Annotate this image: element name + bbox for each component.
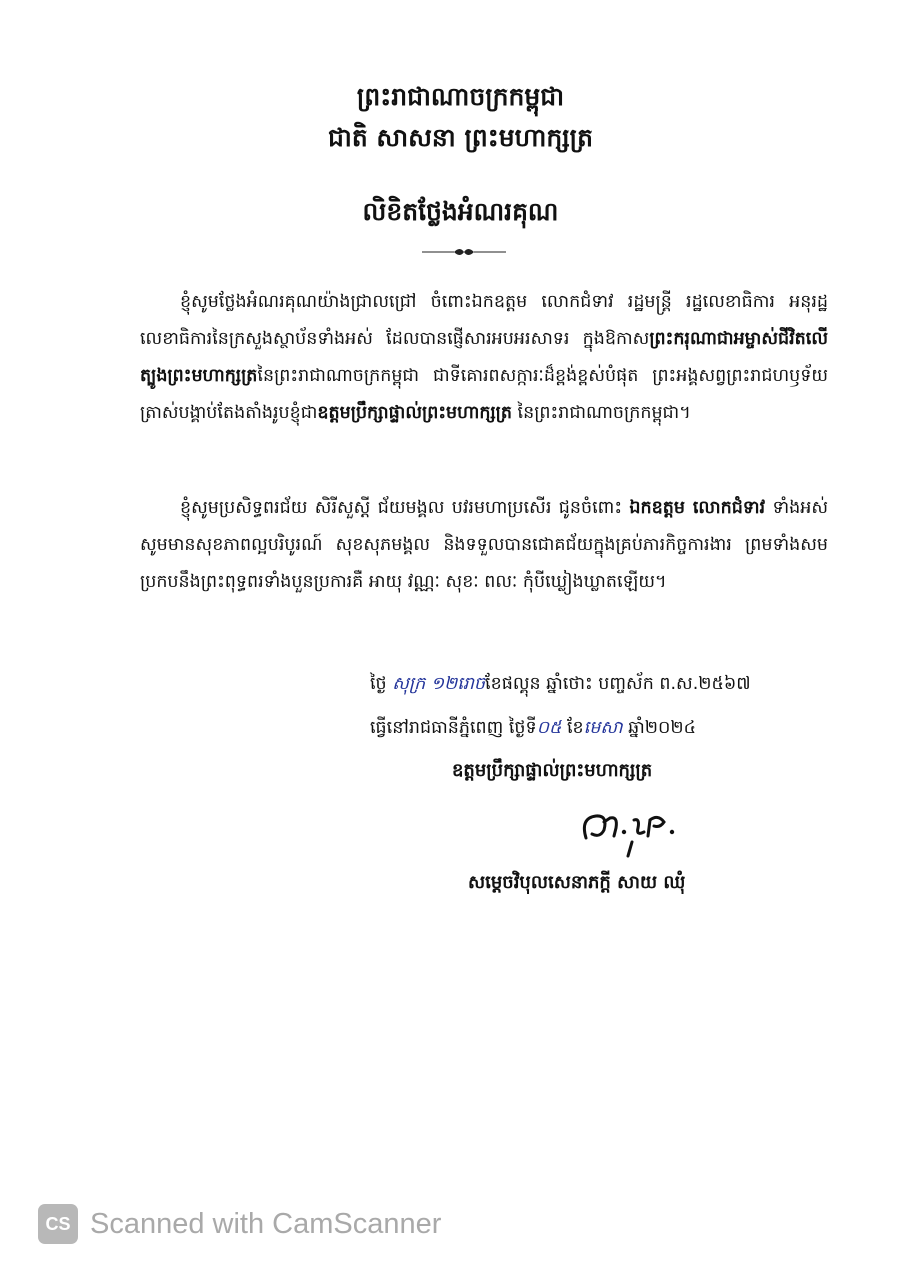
- handwritten-date: ០៥: [536, 718, 562, 738]
- signer-name: សម្តេចវិបុលសេនាភក្តី សាយ ឈុំ: [468, 872, 686, 893]
- thanks-paragraph: [140, 284, 828, 432]
- signature-mark: [574, 798, 694, 868]
- advisor-title-bold: ឧត្តមប្រឹក្សាផ្ទាល់ព្រះមហាក្សត្រ: [317, 403, 512, 423]
- lunar-date-line: [370, 672, 751, 698]
- handwritten-month: មេសា: [583, 718, 623, 738]
- camscanner-watermark: [38, 1204, 441, 1244]
- paragraph2-text-b: ទាំងអស់ សូមមានសុខភាពល្អបរិបូរណ៍ សុខសុភមង្គល និងទទួលបានជោគជ័យក្នុងគ្រប់ភារកិច្ចការងារ ព្រមទាំងសមប្រកបនឹងព្រះពុទ្ធពរទាំងបួនប្រការគឺ អាយុ វណ្ណៈ សុខៈ ពលៈ កុំបីឃ្លៀងឃ្លាតឡើយ។: [140, 498, 829, 592]
- signer-role: ឧត្តមប្រឹក្សាផ្ទាល់ព្រះមហាក្សត្រ: [452, 760, 653, 781]
- year-text: ឆ្នាំ២០២៤: [622, 718, 697, 738]
- blessing-paragraph: [140, 490, 828, 601]
- national-motto: ជាតិ សាសនា ព្រះមហាក្សត្រ: [328, 123, 593, 152]
- date-prefix: ថ្ងៃ: [370, 674, 393, 694]
- paragraph1-text-b: នៃព្រះរាជាណាចក្រកម្ពុជា ជាទីគោរពសក្ការៈដ៏ខ្ពង់ខ្ពស់បំផុត ព្រះអង្គសព្វព្រះរាជហឫទ័យត្រាស់បង្គាប់តែងតាំងរូបខ្ញុំជា: [140, 366, 828, 423]
- paragraph2-text-a: ខ្ញុំសូមប្រសិទ្ធពរជ័យ សិរីសួស្តី ជ័យមង្គល បវរមហាប្រសើរ ជូនចំពោះ: [180, 498, 630, 518]
- handwritten-day: សុក្រ ១២រោច: [392, 674, 486, 694]
- watermark-text: Scanned with CamScanner: [90, 1207, 442, 1240]
- camscanner-logo-icon: CS: [38, 1204, 78, 1244]
- letter-title: លិខិតថ្លែងអំណរគុណ: [362, 197, 559, 226]
- king-title-bold: ព្រះករុណាជាអម្ចាស់ជីវិតលើត្បូងព្រះមហាក្សត្រ: [140, 329, 828, 386]
- month-label: ខែ: [561, 718, 584, 738]
- excellency-bold: ឯកឧត្តម លោកជំទាវ: [629, 498, 766, 518]
- paragraph1-text-a: ខ្ញុំសូមថ្លែងអំណរគុណយ៉ាងជ្រាលជ្រៅ ចំពោះឯកឧត្តម លោកជំទាវ រដ្ឋមន្ត្រី រដ្ឋលេខាធិការ អនុរដ្ឋលេខាធិការនៃក្រសួងស្ថាប័នទាំងអស់ ដែលបានផ្ញើសារអបអរសាទរ ក្នុងឱកាស: [140, 292, 828, 349]
- date-suffix: ខែផល្គុន ឆ្នាំថោះ បញ្ចស័ក ព.ស.២៥៦៧: [485, 674, 751, 694]
- place-prefix: ធ្វើនៅរាជធានីភ្នំពេញ ថ្ងៃទី: [370, 718, 537, 738]
- place-date-line: [370, 716, 696, 742]
- kingdom-heading: ព្រះរាជាណាចក្រកម្ពុជា: [356, 82, 565, 111]
- paragraph1-text-c: នៃព្រះរាជាណាចក្រកម្ពុជា។: [511, 403, 691, 423]
- ornament-divider: [420, 246, 508, 258]
